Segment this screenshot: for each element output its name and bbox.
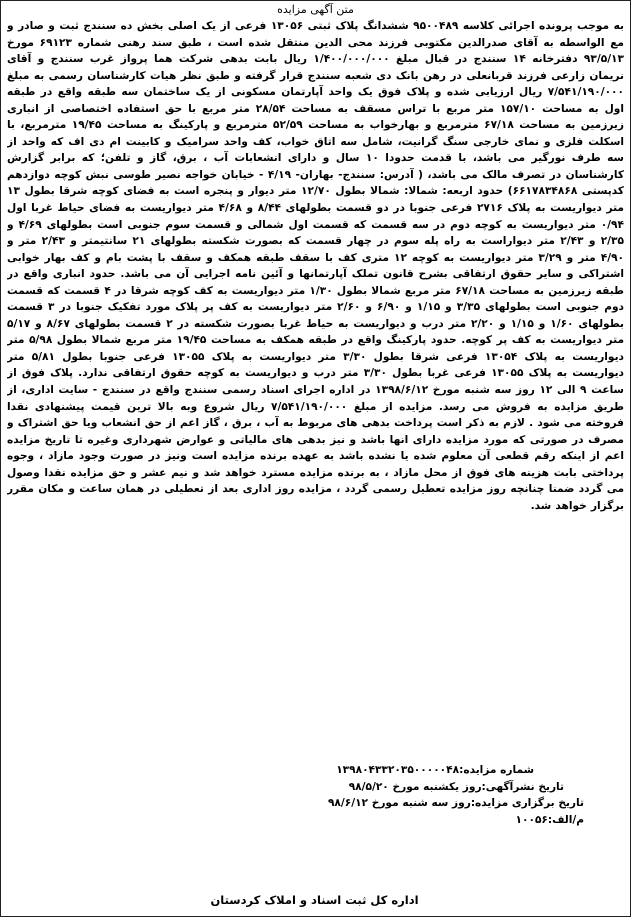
notice-body: به موجب پرونده اجرائی کلاسه ۹۵۰۰۴۸۹ ششدانگ پلاک ثبتی ۱۳۰۵۶ فرعی از یک اصلی بخش ده سنندج ثبت و صادر و مع الواسطه به آقای صدرالدین مکتوبی فرزند محی الدین منتقل شده است ، طبق سند رهنی شماره ۶۹۱۲۳ مورخ ۹۳/۵/۱۳ دفترخانه ۱۴ سنندج در قبال مبلغ ۱/۴۰۰/۰۰۰/۰۰۰ ریال بابت بدهی شرکت هما پرواز غرب سنندج و آقای نریمان زارعی فرزند قربانعلی در رهن بانک دی شعبه سنندج قرار گرفته و طبق نظر هیات کارشناسان رسمی به مبلغ ۷/۵۴۱/۱۹۰/۰۰۰ ریال ارزیابی شده و پلاک فوق یک واحد آپارتمان مسکونی از یک ساختمان سه طبقه واقع در طبقه اول به مساحت ۱۵۷/۱۰ متر مربع با تراس مسقف به مساحت ۲۸/۵۴ متر مربع با حق استفاده اختصاصی از انباری زیرزمین به مساحت ۶۷/۱۸ مترمربع و بهارخواب به مساحت ۵۲/۵۹ مترمربع و پارکینگ به مساحت ۱۹/۴۵ مترمربع، با اسکلت فلزی و نمای خارجی سنگ گرانیت، شامل سه اتاق خواب، کف واحد سرامیک و کابینت ام دی اف که واحد از سه طرف نورگیر می باشد، با قدمت حدودا ۱۰ سال و دارای انشعابات آب ، برق، گاز و تلفن؛ که برابر گزارش کارشناسان در تصرف مالک می باشد، ( آدرس: سنندج- بهاران- ۴/۱۹ - خیابان خواجه نصیر طوسی نبش کوچه دوازدهم کدپستی ۶۶۱۷۸۳۴۸۶۸) حدود اربعه: شمالا: شمالا بطول ۱۲/۷۰ متر دیوار و پنجره است به فضای کوچه شرقا بطول ۱۳ متر دیواریست به پلاک ۲۷۱۶ فرعی جنوبا در دو قسمت بطولهای ۸/۴۴ و ۴/۶۸ متر دیواریست به فضای حیاط غربا اول ۰/۹۴ متر دیواریست به کوچه دوم در سه قسمت که قسمت اول شمالی و قسمت سوم جنوبی است بطولهای ۴/۶۹ و ۲/۳۵ و ۲/۴۳ متر دیواراست به راه پله سوم در چهار قسمت که بصورت شکسته بطولهای ۲۱ سانتیمتر و ۲/۴۳ متر و ۴/۹۰ متر و ۳/۲۹ متر دیواریست به کوچه ۱۲ متری کف با سقف طبقه همکف و سقف با پشت بام و کف بهار خوابی اشتراکی و سایر حقوق ارتفاقی بشرح قانون تملک آپارتمانها و آئین نامه اجرایی آن می باشد. حدود انباری واقع در طبقه زیرزمین به مساحت ۶۷/۱۸ متر مربع شمالا بطول ۱/۳۰ متر دیواریست به کف کوچه شرقا در ۴ قسمت که قسمت دوم جنوبی است بطولهای ۳/۳۵ و ۱/۱۵ و ۶/۹۰ و ۲/۶۰ متر دیواریست به کف پر پلاک مورد تفکیک جنوبا در ۳ قسمت بطولهای ۱/۶۰ و ۱/۱۵ و ۲/۲۰ متر درب و دیواریست به حیاط غربا بصورت شکسته در ۲ قسمت بطولهای ۸/۶۷ و ۵/۱۷ متر دیواریست به کف پر کوچه. حدود پارکینگ واقع در طبقه همکف به مساحت ۱۹/۴۵ متر مربع شمالا بطول ۵/۹۸ متر دیواریست به پلاک ۱۳۰۵۴ فرعی شرقا بطول ۳/۳۰ متر دیواریست به پلاک ۱۳۰۵۵ فرعی جنوبا بطول ۵/۸۱ متر دیواریست به پلاک ۱۳۰۵۵ فرعی غربا بطول ۳/۳۰ متر درب و دیواریست به کوچه حقوق ارتفاقی ندارد. پلاک فوق از ساعت ۹ الی ۱۲ روز سه شنبه مورخ ۱۳۹۸/۶/۱۲ در اداره اجرای اسناد رسمی سنندج واقع در سنندج - سایت اداری، از طریق مزایده به فروش می رسد. مزایده از مبلغ ۷/۵۴۱/۱۹۰/۰۰۰ ریال شروع وبه بالا ترین قیمت پیشنهادی نقدا فروخته می شود . لازم به ذکر است پرداخت بدهی های مربوط به آب ، برق ، گاز اعم از حق انشعاب ویا حق اشتراک و مصرف در صورتی که مورد مزایده دارای انها باشد و نیز بدهی های مالیاتی و عوارض شهرداری وغیره تا تاریخ مزایده اعم از اینکه رقم قطعی آن معلوم شده یا نشده باشد به عهده برنده مزایده است ونیز در صورت وجود مازاد ، وجوه پرداختی بابت هزینه های فوق از محل مازاد ، به برنده مزایده مسترد خواهد شد و نیم عشر و حق مزایده نقدا وصول می گردد ضمنا چنانچه روز مزایده تعطیل رسمی گردد ، مزایده روز اداری بعد از تعطیلی در همان ساعت و مکان مقرر برگزار خواهد شد. [7,20,624,512]
issuer-name: اداره کل ثبت اسناد و املاک کردستان [210,893,419,907]
notice-title: متن آگهی مزایده [277,3,354,16]
publish-date: تاریخ نشرآگهی:روز یکشنبه مورخ ۹۸/۵/۲۰ [348,780,564,793]
auction-date: تاریخ برگزاری مزایده:روز سه شنبه مورخ ۹۸/۶/۱۲ [327,797,584,810]
auction-number: شماره مزایده:۱۳۹۸۰۴۳۳۲۰۳۵۰۰۰۰۰۴۸ [336,764,534,776]
notice-meta [7,762,624,828]
reference-code: م/الف:۱۰۰۵۶ [515,813,584,826]
